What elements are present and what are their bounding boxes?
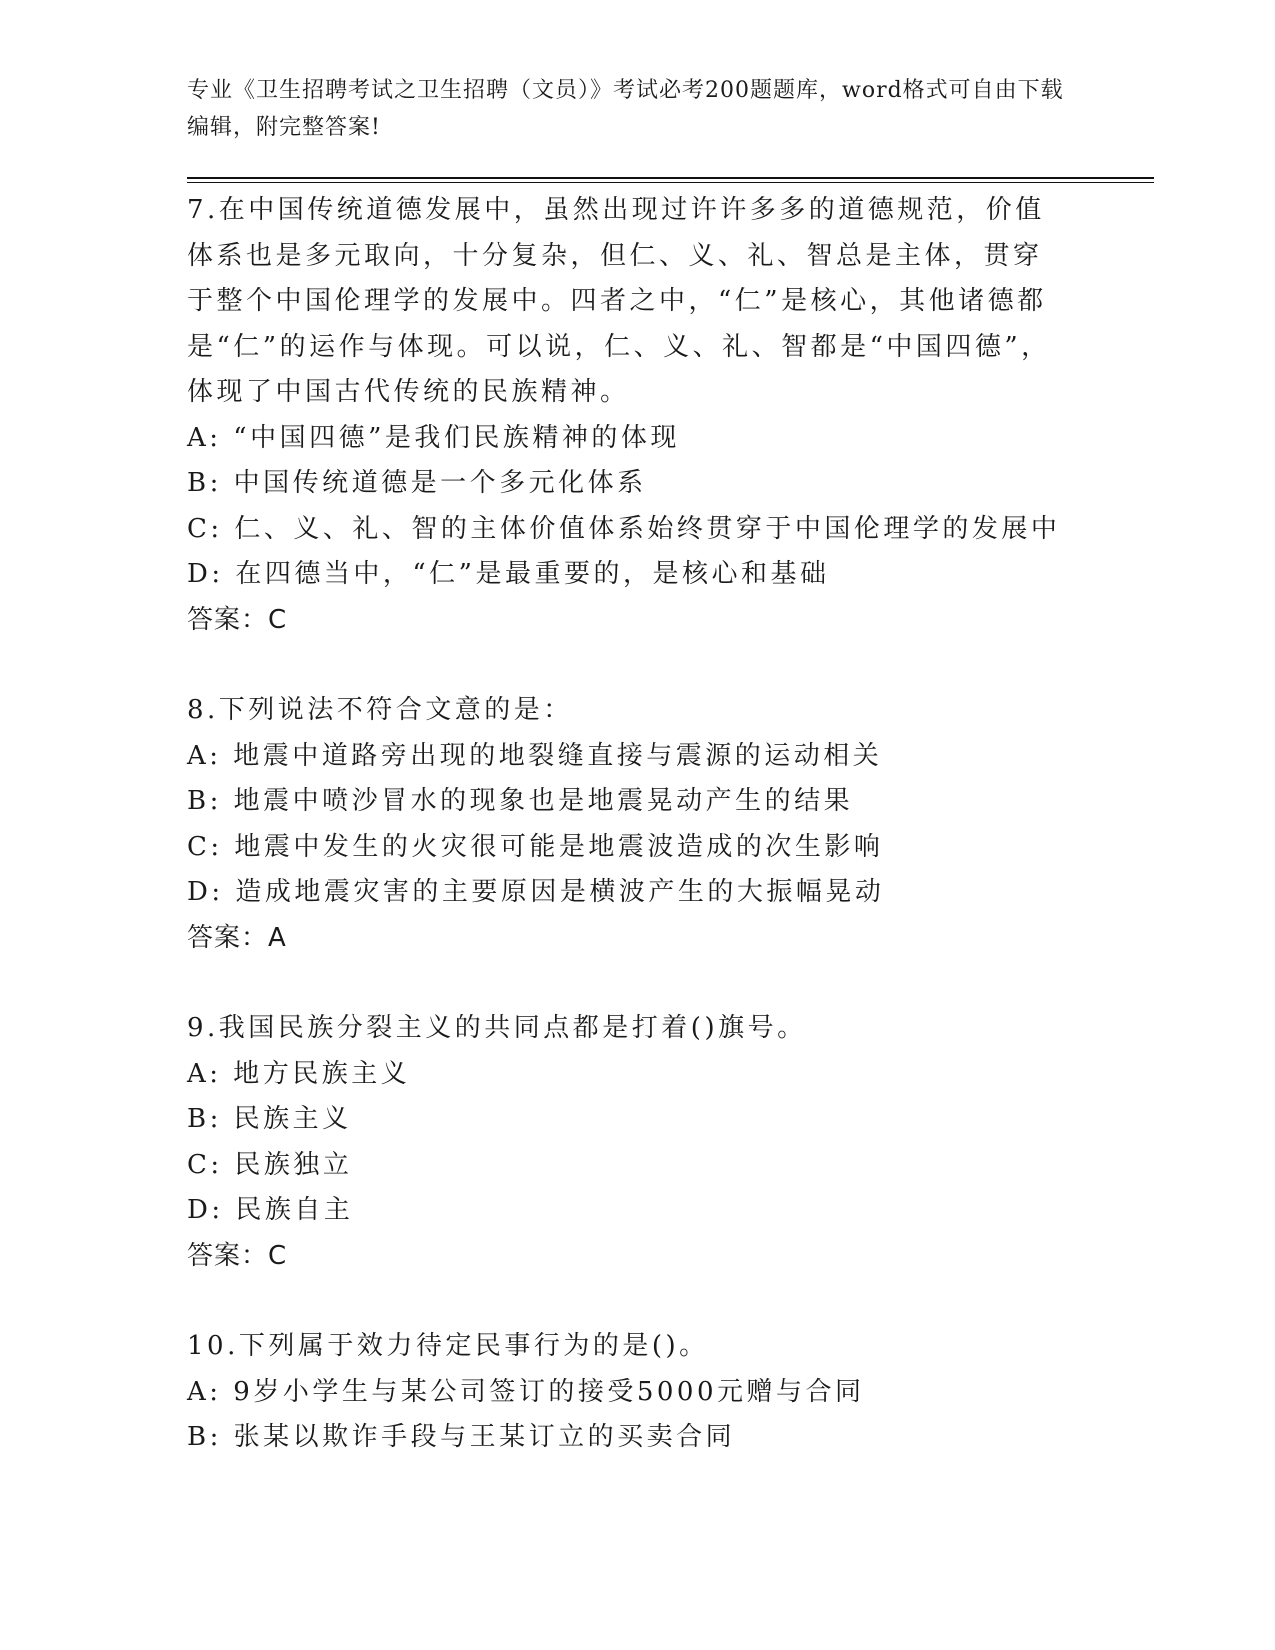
answer: 答案：C bbox=[187, 604, 288, 635]
option-c: C: 仁、义、礼、智的主体价值体系始终贯穿于中国伦理学的发展中 bbox=[187, 513, 1061, 544]
answer: 答案：A bbox=[187, 922, 287, 953]
question-10 bbox=[187, 1324, 1067, 1461]
question-stem: 8.下列说法不符合文意的是： bbox=[187, 695, 573, 725]
option-b: B: 张某以欺诈手段与王某订立的买卖合同 bbox=[187, 1422, 736, 1452]
document-header-title: 专业《卫生招聘考试之卫生招聘（文员）》考试必考200题题库，word格式可自由下载编辑，附完整答案! bbox=[187, 78, 1064, 140]
header-divider-thin bbox=[187, 182, 1154, 183]
question-list bbox=[187, 188, 1067, 1461]
option-a: A: 地震中道路旁出现的地裂缝直接与震源的运动相关 bbox=[187, 740, 883, 771]
option-c: C: 地震中发生的火灾很可能是地震波造成的次生影响 bbox=[187, 831, 884, 862]
answer: 答案：C bbox=[187, 1240, 288, 1271]
option-b: B: 中国传统道德是一个多元化体系 bbox=[187, 468, 647, 498]
question-stem: 9.我国民族分裂主义的共同点都是打着()旗号。 bbox=[187, 1013, 807, 1043]
question-stem: 10.下列属于效力待定民事行为的是()。 bbox=[187, 1331, 709, 1361]
question-8 bbox=[187, 688, 1067, 961]
option-d: D: 民族自主 bbox=[187, 1195, 354, 1225]
option-a: A: 9岁小学生与某公司签订的接受5000元赠与合同 bbox=[187, 1376, 865, 1407]
option-c: C: 民族独立 bbox=[187, 1149, 353, 1180]
question-stem: 7.在中国传统道德发展中，虽然出现过许许多多的道德规范，价值体系也是多元取向，十分复杂，但仁、义、礼、智总是主体，贯穿于整个中国伦理学的发展中。四者之中，“仁”是核心，其他诸德都是“仁”的运作与体现。可以说，仁、义、礼、智都是“中国四德”，体现了中国古代传统的民族精神。 bbox=[187, 195, 1051, 407]
option-a: A: “中国四德”是我们民族精神的体现 bbox=[187, 422, 680, 453]
option-b: B: 民族主义 bbox=[187, 1104, 352, 1134]
option-d: D: 造成地震灾害的主要原因是横波产生的大振幅晃动 bbox=[187, 877, 885, 907]
header-divider-thick bbox=[187, 177, 1154, 179]
option-a: A: 地方民族主义 bbox=[187, 1058, 411, 1089]
question-7 bbox=[187, 188, 1067, 643]
option-d: D: 在四德当中，“仁”是最重要的，是核心和基础 bbox=[187, 559, 830, 589]
question-9 bbox=[187, 1006, 1067, 1279]
option-b: B: 地震中喷沙冒水的现象也是地震晃动产生的结果 bbox=[187, 786, 854, 816]
